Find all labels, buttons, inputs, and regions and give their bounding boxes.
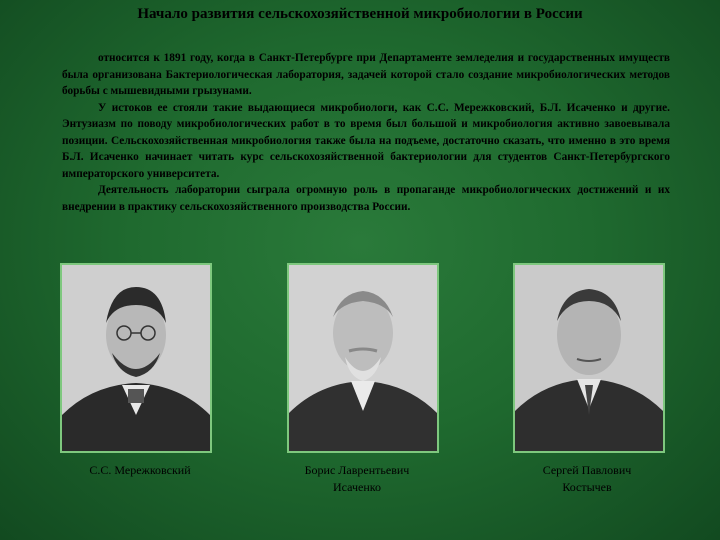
caption-kostychev bbox=[492, 462, 682, 496]
caption-merezhkovsky bbox=[45, 462, 235, 479]
portrait-merezhkovsky bbox=[60, 263, 212, 453]
caption-kostychev-line1: Сергей Павлович bbox=[542, 463, 632, 477]
caption-kostychev-line2: Костычев bbox=[562, 480, 612, 494]
paragraph-2: У истоков ее стояли такие выдающиеся микробиологи, как С.С. Мережковский, Б.Л. Исаченко и другие. Энтузиазм по поводу микробиологических работ в то время был большой и микробиология активно завоевывала позиции. Сельскохозяйственная микробиология также была на подъеме, достаточно сказать, что именно в это время Б.Л. Исаченко начинает читать курс сельскохозяйственной бактериологии для студентов Санкт-Петербургского императорского университета. bbox=[62, 101, 670, 180]
caption-isachenko-line1: Борис Лаврентьевич bbox=[304, 463, 410, 477]
body-text bbox=[62, 50, 670, 215]
slide-title: Начало развития сельскохозяйственной микробиологии в России bbox=[137, 6, 583, 22]
paragraph-3: Деятельность лаборатории сыграла огромную роль в пропаганде микробиологических достижений и их внедрении в практику сельскохозяйственного производства России. bbox=[62, 184, 670, 213]
portrait-isachenko-image bbox=[289, 265, 437, 451]
paragraph-1: относится к 1891 году, когда в Санкт-Петербурге при Департаменте земледелия и государственных имуществ была организована Бактериологическая лаборатория, задачей которой стало создание микробиологических методов борьбы с мышевидными грызунами. bbox=[62, 52, 670, 97]
caption-isachenko-line2: Исаченко bbox=[333, 480, 381, 494]
portrait-merezhkovsky-image bbox=[62, 265, 210, 451]
caption-merezhkovsky-line1: С.С. Мережковский bbox=[89, 463, 191, 477]
portrait-isachenko bbox=[287, 263, 439, 453]
portrait-kostychev bbox=[513, 263, 665, 453]
portrait-kostychev-image bbox=[515, 265, 663, 451]
caption-isachenko bbox=[262, 462, 452, 496]
